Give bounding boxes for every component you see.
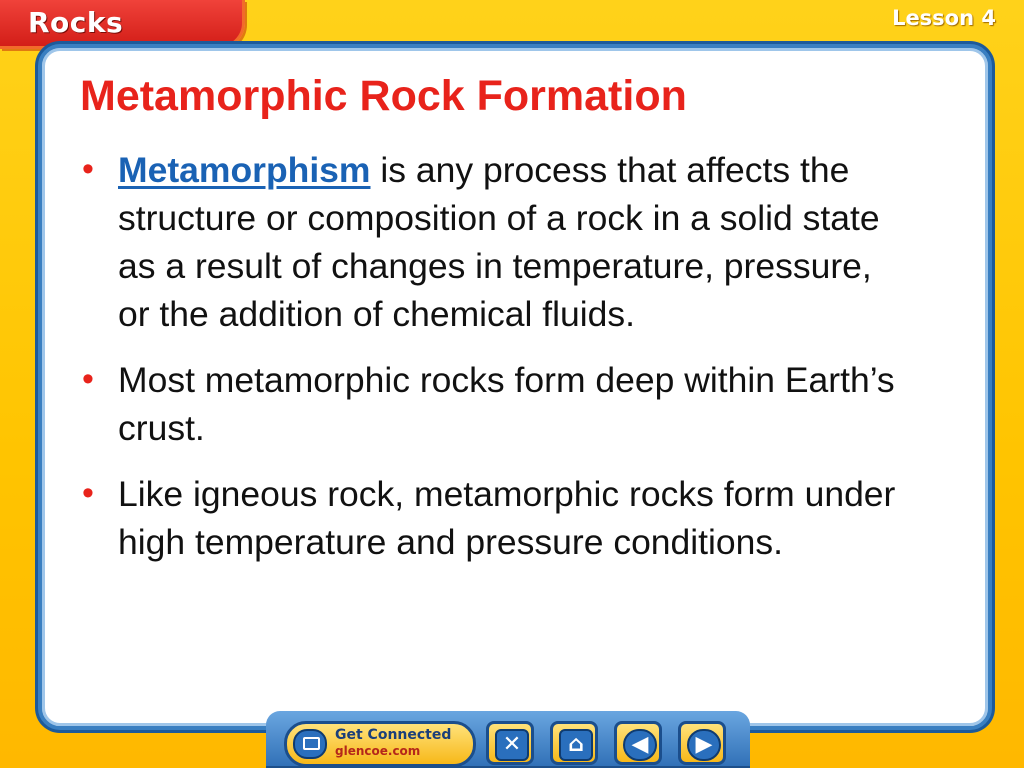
bullet-text: is any process that affects the structure or composition of a rock in a solid state as a result of changes in temperature, pressure, or the addition of chemical fluids. — [118, 150, 880, 334]
bullet-item — [80, 470, 900, 566]
arrow-left-icon: ◀ — [623, 729, 657, 761]
section-tab — [0, 0, 245, 49]
next-button[interactable] — [678, 721, 726, 765]
bullet-icon: • — [82, 474, 94, 512]
section-tab-label: Rocks — [28, 6, 124, 39]
bullet-item — [80, 146, 900, 338]
navigation-bar — [266, 711, 750, 768]
computer-icon — [293, 729, 327, 759]
previous-button[interactable] — [614, 721, 662, 765]
home-button[interactable] — [550, 721, 598, 765]
bullet-icon: • — [82, 360, 94, 398]
close-button[interactable] — [486, 721, 534, 765]
bullet-text: Most metamorphic rocks form deep within Earth’s crust. — [118, 360, 895, 448]
arrow-right-icon: ▶ — [687, 729, 721, 761]
bullet-item — [80, 356, 900, 452]
bullet-list — [80, 146, 900, 584]
bullet-text: Like igneous rock, metamorphic rocks form under high temperature and pressure conditions. — [118, 474, 896, 562]
get-connected-site: glencoe.com — [335, 744, 421, 758]
glossary-term-link[interactable]: Metamorphism — [118, 150, 371, 190]
get-connected-label: Get Connected — [335, 727, 452, 743]
get-connected-button[interactable] — [284, 721, 476, 767]
bullet-icon: • — [82, 150, 94, 188]
close-icon: ✕ — [495, 729, 529, 761]
slide-title: Metamorphic Rock Formation — [80, 72, 687, 120]
lesson-label: Lesson 4 — [892, 6, 996, 30]
home-icon: ⌂ — [559, 729, 593, 761]
